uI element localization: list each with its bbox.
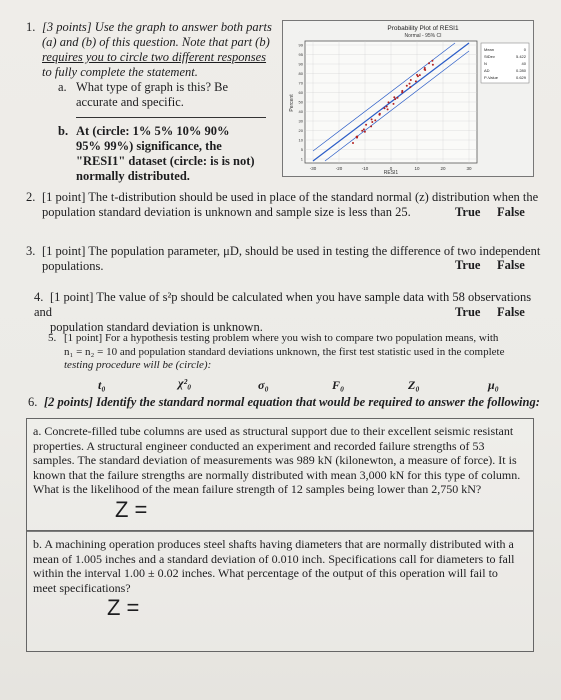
q1a-line: accurate and specific. — [76, 95, 184, 109]
q4-line: population standard deviation is unknown. — [50, 320, 263, 334]
y-ticks — [299, 43, 304, 162]
q6a-line: samples. The standard deviation of measurements was 989 kN (kilonewton, a measure of force). It is — [33, 453, 517, 467]
data-point — [386, 106, 388, 108]
q1a-line: What type of graph is this? Be — [76, 80, 229, 94]
q2-true-option[interactable]: True — [455, 205, 481, 219]
q5-option-z0[interactable]: Z₀ — [408, 378, 420, 392]
y-tick-label: 99 — [298, 42, 303, 48]
data-point — [388, 101, 390, 103]
question-number: 1. — [26, 20, 36, 34]
data-point — [387, 108, 389, 110]
question-number: 5. — [48, 332, 57, 344]
q1a-answer-line[interactable] — [76, 117, 266, 118]
q1b-line: 95% 99%) significance, the — [76, 139, 222, 153]
q6b-z-equation[interactable]: Z = — [107, 595, 140, 620]
q2-line: population standard deviation is unknown and sample size is less than 25. — [42, 205, 411, 219]
q3-line: [1 point] The population parameter, μD, should be used in testing the difference of two independent — [42, 244, 541, 258]
part-label: b. — [58, 124, 69, 138]
data-point — [384, 107, 386, 109]
data-point — [374, 119, 376, 121]
q6b-line: b. A machining operation produces steel shafts having diameters that are normally distributed with a — [33, 537, 514, 551]
question-6 — [28, 395, 548, 410]
data-point — [406, 85, 408, 87]
q5-line: testing procedure will be (circle): — [64, 359, 212, 371]
plot-title: Probability Plot of RESI1 — [387, 25, 459, 32]
y-tick-label: 1 — [300, 156, 303, 162]
y-tick-label: 80 — [298, 71, 303, 76]
question-number: 4. — [34, 290, 44, 304]
q6b-line: within the interval 1.00 ± 0.02 inches. What percentage of the output of this operation will fail to — [33, 566, 498, 580]
data-point — [352, 142, 354, 144]
data-point — [424, 69, 426, 71]
q6a-line: properties. A structural engineer conducted an experiment and recorded failure strengths of 53 — [33, 438, 485, 453]
legend-value: 0.629 — [515, 75, 526, 80]
y-tick-label: 70 — [298, 80, 303, 86]
q5-line: [1 point] For a hypothesis testing problem where you wish to compare two population means, with — [64, 332, 499, 344]
data-point — [410, 79, 412, 81]
question-number: 2. — [26, 190, 36, 204]
q1-intro-line: [3 points] Use the graph to answer both parts — [42, 20, 272, 34]
q5-option-chi-square[interactable]: χ²₀ — [178, 376, 192, 390]
data-point — [371, 121, 373, 123]
x-tick-label: -30 — [309, 166, 317, 171]
q6a-text — [33, 424, 525, 497]
x-tick-label: -20 — [335, 166, 343, 171]
plot-xlabel: RESI1 — [383, 170, 399, 176]
q4-line: [1 point] The value of s²p should be calculated when you have sample data with 58 observations and — [34, 290, 532, 319]
plot-ylabel: Percent — [289, 94, 295, 112]
y-tick-label: 20 — [298, 128, 303, 133]
q2-line: [1 point] The t-distribution should be used in place of the standard normal (z) distribution when the — [42, 190, 539, 204]
data-point — [431, 60, 433, 62]
q2-false-option[interactable]: False — [497, 205, 525, 219]
data-point — [432, 64, 434, 66]
x-tick-label: 20 — [440, 166, 446, 171]
y-tick-label: 10 — [298, 137, 303, 143]
q5-option-f0[interactable]: F₀ — [332, 378, 345, 392]
data-point — [424, 67, 426, 69]
q6b-box — [26, 530, 534, 652]
x-tick-label: 0 — [389, 166, 393, 171]
q1b-line: normally distributed. — [76, 169, 190, 183]
q5-option-t0[interactable]: t₀ — [98, 378, 106, 392]
data-point — [393, 103, 395, 105]
legend-value: 0 — [523, 47, 526, 52]
question-1 — [26, 20, 281, 80]
data-point — [371, 118, 373, 120]
probability-plot — [282, 20, 534, 177]
q3-true-option[interactable]: True — [455, 258, 481, 272]
legend-value: 5.422 — [515, 54, 526, 59]
q3-false-option[interactable]: False — [497, 258, 525, 272]
y-tick-label: 40 — [298, 109, 303, 114]
x-tick-label: -10 — [361, 166, 369, 171]
probability-plot-svg — [283, 21, 533, 176]
q6-line: [2 points] Identify the standard normal equation that would be required to answer the following: — [44, 395, 540, 409]
data-point — [365, 124, 367, 126]
data-point — [394, 98, 396, 100]
plot-subtitle: Normal - 95% CI — [404, 33, 442, 39]
q6b-line: mean of 1.005 inches and a standard deviation of 0.010 inch. Specifications call for diameters to fall — [33, 551, 515, 566]
data-point — [428, 62, 430, 64]
y-tick-label: 95 — [298, 52, 303, 57]
x-tick-label: 10 — [414, 166, 420, 171]
x-tick-label: 30 — [466, 166, 472, 171]
q5-option-sigma0[interactable]: σ₀ — [258, 378, 269, 392]
q6a-line: a. Concrete-filled tube columns are used as structural support due to their excellent seismic resistant — [33, 424, 514, 438]
q4-true-option[interactable]: True — [455, 305, 481, 319]
q1-intro-line: requires you to circle two different responses — [42, 50, 267, 64]
y-tick-label: 30 — [298, 118, 303, 124]
q1-intro-line: to fully complete the statement. — [42, 65, 198, 79]
data-point — [364, 131, 366, 133]
legend-value: 0.280 — [515, 68, 526, 73]
data-point — [393, 96, 395, 98]
data-point — [409, 86, 411, 88]
q6b-text — [33, 537, 525, 595]
q4-false-option[interactable]: False — [497, 305, 525, 319]
question-1a — [58, 80, 273, 110]
legend-value: 40 — [521, 61, 526, 66]
q6a-z-equation[interactable]: Z = — [115, 497, 148, 522]
y-tick-label: 60 — [298, 90, 303, 95]
data-point — [363, 128, 365, 130]
q1b-line: "RESI1" dataset (circle: is is not) — [76, 154, 255, 168]
data-point — [370, 125, 372, 127]
part-label: a. — [58, 80, 67, 94]
question-number: 6. — [28, 395, 38, 409]
question-5 — [48, 332, 543, 373]
data-point — [397, 97, 399, 99]
question-1b — [58, 124, 283, 184]
q1-intro-line: (a) and (b) of this question. Note that part (b) — [42, 35, 270, 49]
question-number: 3. — [26, 244, 36, 258]
data-point — [409, 83, 411, 85]
data-point — [401, 90, 403, 92]
y-tick-label: 90 — [298, 61, 303, 67]
q6b-line: meet specifications? — [33, 580, 131, 595]
y-tick-label: 50 — [298, 99, 303, 105]
q1b-line: At (circle: 1% 5% 10% 90% — [76, 124, 230, 138]
q6a-box — [26, 418, 534, 532]
legend-label: StDev — [484, 54, 495, 59]
q6a-line: known that the failure strengths are normally distributed with mean 3,000 kN for this type of column. — [33, 467, 521, 482]
q6a-line: What is the likelihood of the mean failure strength of 12 samples being lower than 2,750 kN? — [33, 482, 482, 496]
q5-option-mu0[interactable]: μ₀ — [488, 378, 499, 392]
data-point — [415, 80, 417, 82]
legend-label: Mean — [484, 47, 495, 52]
legend-label: P-Value — [484, 75, 498, 80]
data-point — [419, 74, 421, 76]
data-point — [416, 74, 418, 76]
q5-line: n₁ = n₂ = 10 and population standard deviations unknown, the first test statistic used in the complete — [64, 345, 505, 358]
legend-label: N — [484, 61, 487, 66]
data-point — [356, 136, 358, 138]
data-point — [361, 130, 363, 132]
data-point — [379, 113, 381, 115]
y-tick-label: 5 — [300, 147, 303, 152]
legend-label: AD — [484, 68, 490, 73]
q3-line: populations. — [42, 259, 104, 273]
